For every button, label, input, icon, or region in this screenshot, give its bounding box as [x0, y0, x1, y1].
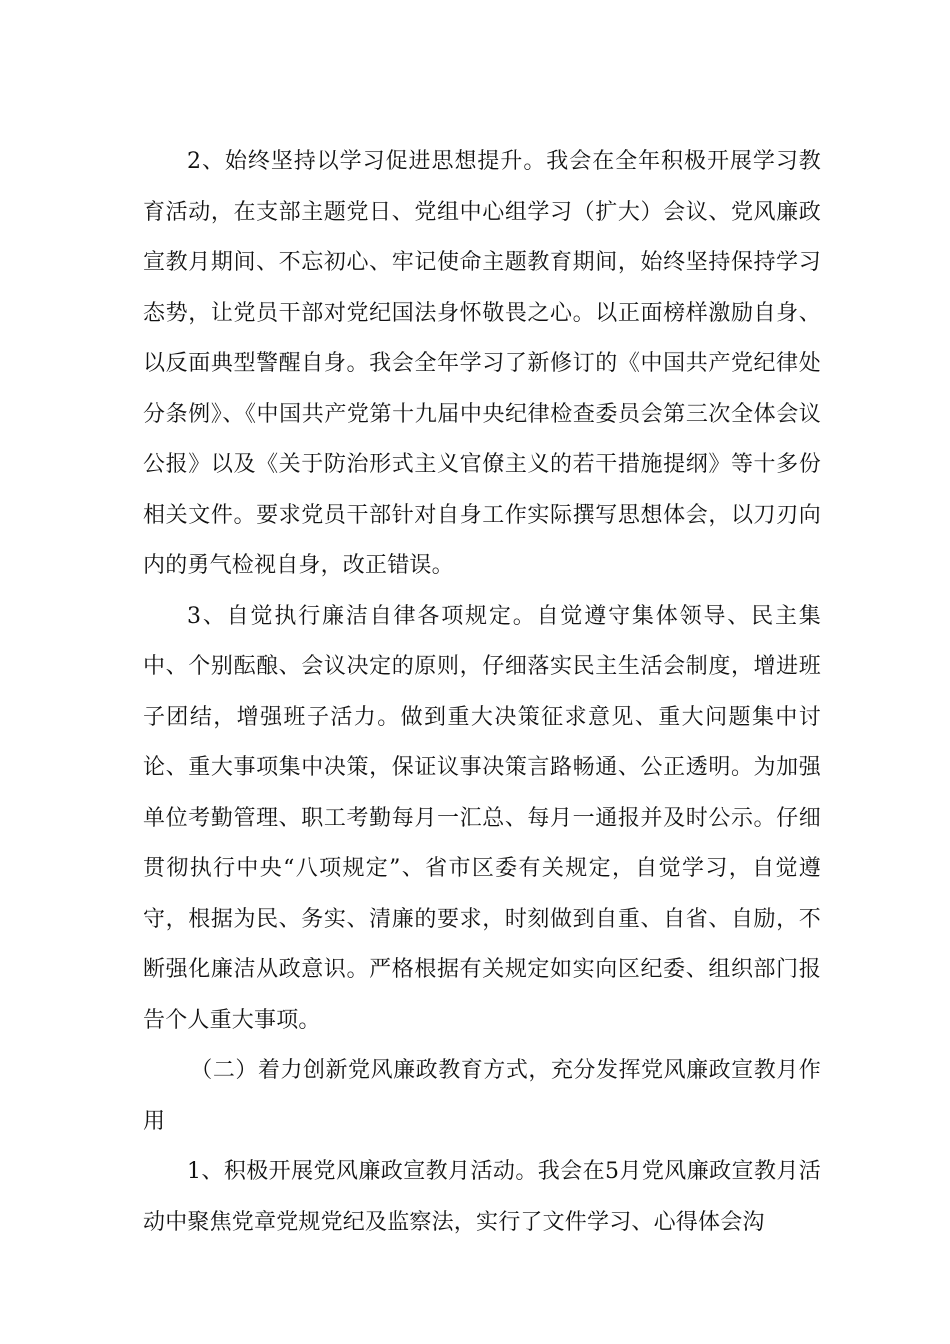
paragraph-item-3: 3、自觉执行廉洁自律各项规定。自觉遵守集体领导、民主集中、个别酝酿、会议决定的原则，仔细落实民主生活会制度，增进班子团结，增强班子活力。做到重大决策征求意见、重大问题集中讨论、重大事项集中决策，保证议事决策言路畅通、公正透明。为加强单位考勤管理、职工考勤每月一汇总、每月一通报并及时公示。仔细贯彻执行中央“八项规定”、省市区委有关规定，自觉学习，自觉遵守，根据为民、务实、清廉的要求，时刻做到自重、自省、自励，不断强化廉洁从政意识。严格根据有关规定如实向区纪委、组织部门报告个人重大事项。	[143, 603, 821, 1033]
section-heading: （二）着力创新党风廉政教育方式，充分发挥党风廉政宣教月作用	[143, 1058, 821, 1134]
paragraph-item-2: 2、始终坚持以学习促进思想提升。我会在全年积极开展学习教育活动，在支部主题党日、党组中心组学习（扩大）会议、党风廉政宣教月期间、不忘初心、牢记使命主题教育期间，始终坚持保持学习态势，让党员干部对党纪国法身怀敬畏之心。以正面榜样激励自身、以反面典型警醒自身。我会全年学习了新修订的《中国共产党纪律处分条例》、《中国共产党第十九届中央纪律检查委员会第三次全体会议公报》以及《关于防治形式主义官僚主义的若干措施提纲》等十多份相关文件。要求党员干部针对自身工作实际撰写思想体会，以刀刃向内的勇气检视自身，改正错误。	[143, 149, 821, 578]
paragraph-item-1: 1、积极开展党风廉政宣教月活动。我会在5月党风廉政宣教月活动中聚焦党章党规党纪及监察法，实行了文件学习、心得体会沟	[143, 1159, 821, 1235]
document-body	[143, 137, 821, 1248]
